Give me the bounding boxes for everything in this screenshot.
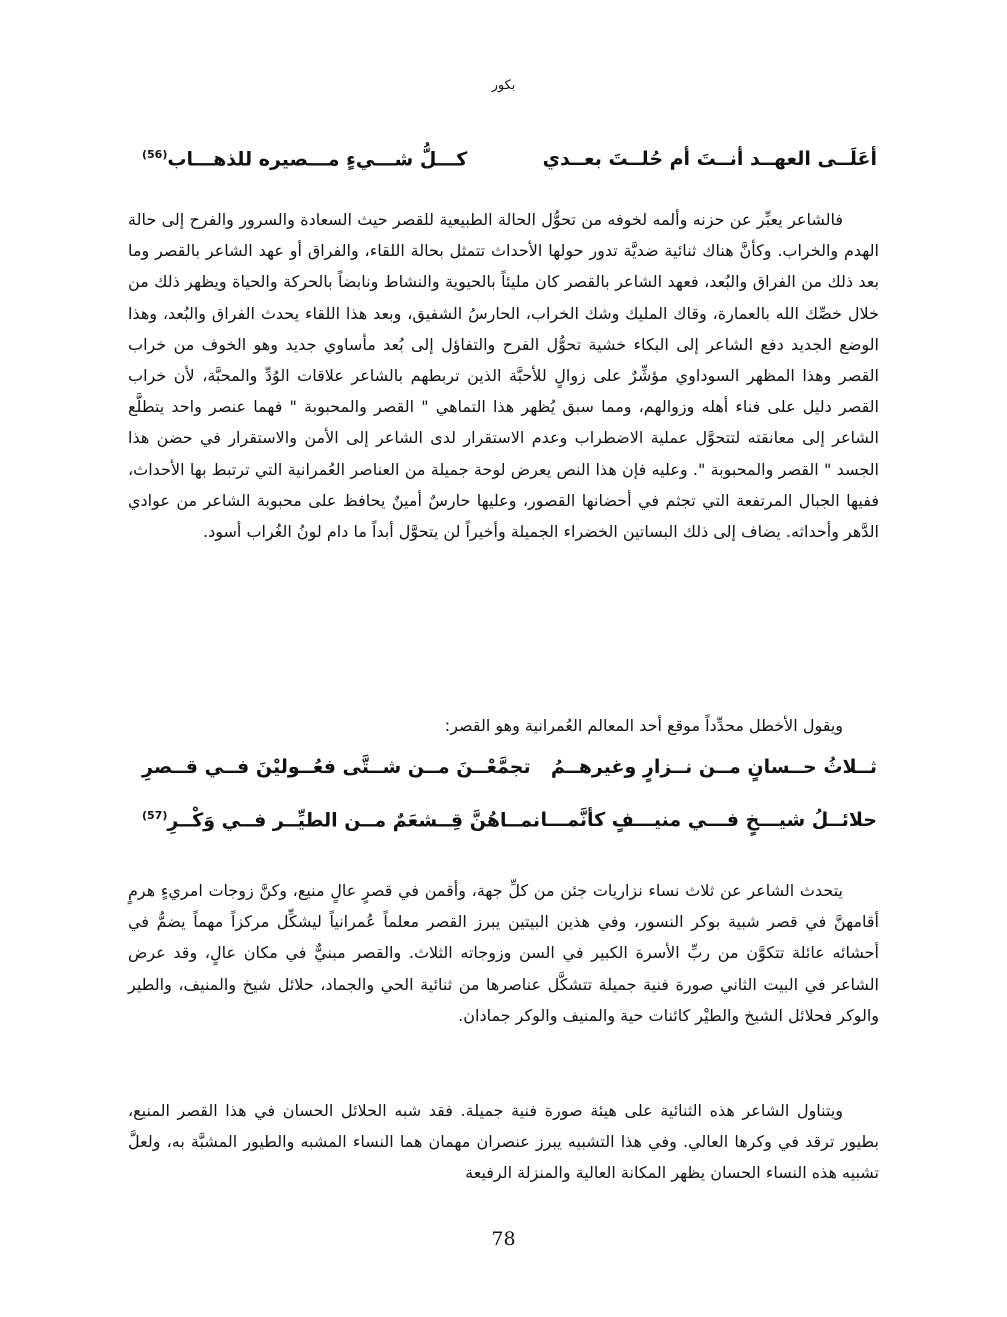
paragraph-3: ويتناول الشاعر هذه الثنائية على هيئة صورة فنية جميلة. فقد شبه الحلائل الحسان في هذا القصر المنيع، بطيور ترقد في وكرها العالي. وفي هذا التشبيه يبرز عنصران مهمان هما النساء المشبه والطيور المشبَّة به، ولعلَّ تشبيه هذه النساء الحسان يظهر المكانة العالية والمنزلة الرفيعة: [128, 1101, 879, 1183]
page-number: 78: [491, 1228, 516, 1250]
footnote-marker: (57): [142, 809, 168, 822]
verse1-right-hemistich: أعَلَــى العهــد أنــتَ أم حُلــتَ بعــدي: [542, 148, 877, 170]
paragraph-1: فالشاعر يعبِّر عن حزنه وألمه لخوفه من تحوُّل الحالة الطبيعية للقصر حيث السعادة والسرور والفرح إلى حالة الهدم والخراب. وكأنَّ هناك ثنائية ضديَّة تدور حولها الأحداث تتمثل بحالة اللقاء، والفراق أو عهد الشاعر بالقصر وما بعد ذلك من الفراق والبُعد، فعهد الشاعر بالقصر كان مليئاً بالحيوية والنشاط ونابضاً بالحركة والحياة ويظهر ذلك من خلال خصِّك الله بالعمارة، وقاك المليك وشك الخراب، الحارسُ الشفيق، وبعد هذا اللقاء يحدث الفراق والبُعد، وهذا الوضع الجديد دفع الشاعر إلى البكاء خشية تحوُّل الفرح والتفاؤل إلى بُعد مأساوي جديد وهو الخوف من خراب القصر وهذا المظهر السوداوي مؤشِّرٌ على زوالٍ للأحبَّة الذين تربطهم بالشاعر علاقات الوُدِّ والمحبَّة، لأن خراب القصر دليل على فناء أهله وزوالهم، ومما سبق يُظهر هذا التماهي " القصر والمحبوبة " فهما عنصر واحد يتطلَّع الشاعر إلى معانقته لتتحوَّل عملية الاضطراب وعدم الاستقرار لدى الشاعر إلى الأمن والاستقرار في حضن هذا الجسد " القصر والمحبوبة ". وعليه فإن هذا النص يعرض لوحة جميلة من العناصر العُمرانية التي ترتبط بها الأحداث، ففيها الجبال المرتفعة التي تجثم في أحضانها القصور، وعليها حارسٌ أمينٌ يحافظ على محبوبة الشاعر من عوادي الدَّهر وأحداثه. يضاف إلى ذلك البساتين الخضراء الجميلة وأخيراً لن يتحوَّل أبداً ما دام لونُ الغُراب أسود.: [128, 210, 879, 542]
verse3-left-hemistich: نمــاهُنَّ قِــشعَمٌ مــن الطيِّــر فــي وَكْــرِ$^{(57)}$: [142, 809, 540, 832]
footnote-marker: (56): [142, 148, 168, 161]
verse3-right-hemistich: حلائــلُ شيـــخٍ فـــي منيـــفٍ كأنَّمـــا: [540, 809, 877, 831]
running-header: بكور: [491, 78, 516, 93]
intro-line: ويقول الأخطل محدِّداً موقع أحد المعالم العُمرانية وهو القصر:: [444, 716, 843, 735]
verse1-left-hemistich: كـــلُّ شـــيءٍ مـــصيره للذهـــاب$^{(56)}$: [142, 148, 468, 171]
verse2-right-hemistich: ثــلاثُ حــسانٍ مــن نــزارٍ وغيرهــمُ: [550, 756, 877, 778]
verse2-left-hemistich: تجمَّعْــنَ مــن شــتَّى فعُــوليْنَ فــي قــصرِ: [142, 756, 531, 778]
paragraph-2: يتحدث الشاعر عن ثلاث نساء نزاريات جئن من كلِّ جهة، وأقمن في قصرٍ عالٍ منيع، وكنَّ زوجات امريءٍ هرمٍ أقامهنَّ في قصر شبية بوكر النسور، وفي هذين البيتين يبرز القصر معلماً عُمرانياً ليشكِّل مركزاً مهماً يضمُّ في أحشائه عائلة تتكوَّن من ربِّ الأسرة الكبير في السن وزوجاته الثلاث. والقصر مبنيٌّ في مكان عالٍ، وقد عرض الشاعر في البيت الثاني صورة فنية جميلة تتشكَّل عناصرها من ثنائية الحي والجماد، حلائل شيخ والمنيف، والطير والوكر فحلائل الشيخ والطيْر كائنات حية والمنيف والوكر جمادان.: [128, 881, 879, 1025]
